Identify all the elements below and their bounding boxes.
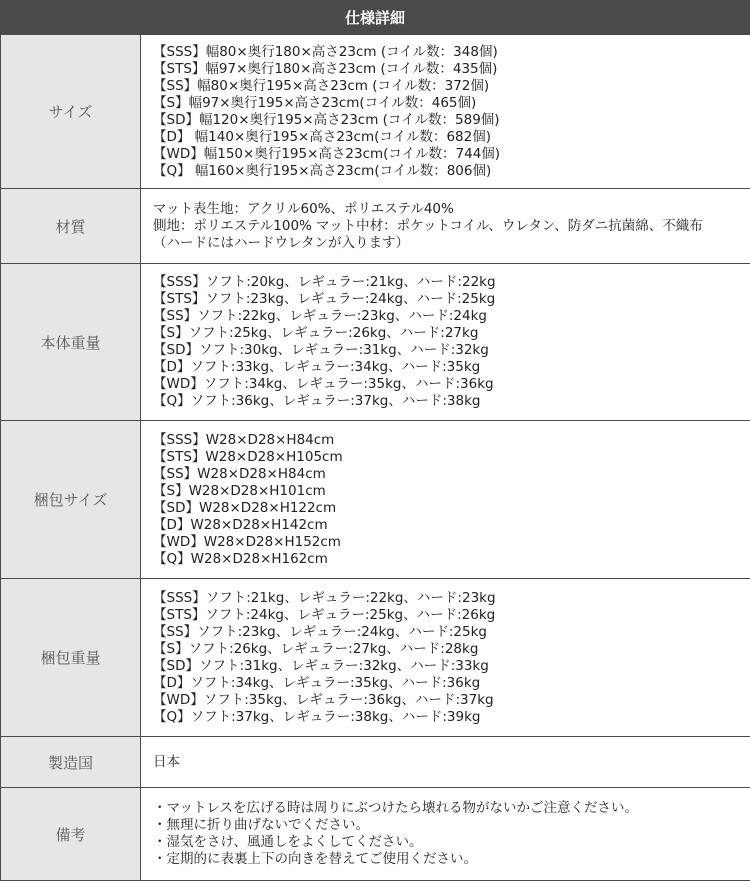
value-line: 【Q】 幅160×奥行195×高さ23cm(コイル数：806個) — [153, 162, 492, 179]
spec-row-notes — [1, 788, 750, 881]
value-line: 【SD】ソフト:30kg、レギュラー:31kg、ハード:32kg — [153, 342, 489, 358]
value-line: 【S】ソフト:25kg、レギュラー:26kg、ハード:27kg — [153, 325, 479, 341]
value-line: 【SS】ソフト:22kg、レギュラー:23kg、ハード:24kg — [153, 308, 487, 324]
value-line: 【D】ソフト:33kg、レギュラー:34kg、ハード:35kg — [153, 359, 481, 375]
spec-table — [0, 34, 750, 881]
value-line: 【D】W28×D28×H142cm — [153, 516, 328, 533]
row-value — [141, 421, 750, 579]
value-line: 【STS】W28×D28×H105cm — [153, 448, 343, 465]
value-line: 【WD】W28×D28×H152cm — [153, 533, 341, 550]
row-label: 材質 — [1, 189, 141, 264]
value-line: ・マットレスを広げる時は周りにぶつけたら壊れる物がないかご注意ください。 — [153, 800, 639, 816]
value-line: 【STS】幅97×奥行180×高さ23cm (コイル数：435個) — [153, 60, 498, 77]
value-line: 【SS】幅80×奥行195×高さ23cm (コイル数：372個) — [153, 77, 490, 94]
value-line: 【SSS】W28×D28×H84cm — [153, 431, 335, 448]
value-line: ・湿気をさけ、風通しをよくしてください。 — [153, 834, 423, 850]
value-line: 【STS】ソフト:24kg、レギュラー:25kg、ハード:26kg — [153, 606, 496, 623]
row-value — [141, 189, 750, 264]
row-label: サイズ — [1, 35, 141, 189]
value-line: ・無理に折り曲げないでください。 — [153, 817, 369, 833]
spec-row-country — [1, 737, 750, 788]
row-label: 製造国 — [1, 737, 141, 788]
value-line: （ハードにはハードウレタンが入ります） — [153, 234, 409, 251]
value-line: 【S】ソフト:26kg、レギュラー:27kg、ハード:28kg — [153, 640, 479, 657]
value-line: 【SSS】幅80×奥行180×高さ23cm (コイル数：348個) — [153, 43, 498, 60]
row-label: 備考 — [1, 788, 141, 881]
value-line: 【SSS】ソフト:20kg、レギュラー:21kg、ハード:22kg — [153, 274, 496, 290]
spec-row-material — [1, 189, 750, 264]
row-value — [141, 35, 750, 189]
value-line: 【SD】幅120×奥行195×高さ23cm (コイル数：589個) — [153, 111, 500, 128]
value-line: 【SD】W28×D28×H122cm — [153, 499, 337, 516]
spec-row-package-weight — [1, 579, 750, 737]
value-line: ・定期的に表裏上下の向きを替えてご使用ください。 — [153, 851, 477, 867]
value-line: マット表生地：アクリル60%、ポリエステル40% — [153, 200, 454, 217]
row-label: 梱包重量 — [1, 579, 141, 737]
value-line: 【SD】ソフト:31kg、レギュラー:32kg、ハード:33kg — [153, 657, 489, 674]
value-line: 【Q】W28×D28×H162cm — [153, 550, 328, 567]
value-line: 【Q】ソフト:36kg、レギュラー:37kg、ハード:38kg — [153, 393, 481, 409]
row-value — [141, 737, 750, 788]
row-value — [141, 788, 750, 881]
value-line: 【S】幅97×奥行195×高さ23cm(コイル数：465個) — [153, 94, 477, 111]
row-label: 梱包サイズ — [1, 421, 141, 579]
spec-title: 仕様詳細 — [0, 0, 750, 34]
value-line: 【SS】ソフト:23kg、レギュラー:24kg、ハード:25kg — [153, 623, 487, 640]
row-label: 本体重量 — [1, 264, 141, 421]
value-line: 【WD】ソフト:35kg、レギュラー:36kg、ハード:37kg — [153, 691, 494, 708]
value-line: 【D】 幅140×奥行195×高さ23cm(コイル数：682個) — [153, 128, 491, 145]
value-line: 【D】ソフト:34kg、レギュラー:35kg、ハード:36kg — [153, 674, 481, 691]
value-line: 日本 — [153, 753, 180, 770]
spec-row-size — [1, 35, 750, 189]
row-value — [141, 579, 750, 737]
spec-row-body-weight — [1, 264, 750, 421]
spec-row-package-size — [1, 421, 750, 579]
value-line: 側地：ポリエステル100% マット中材：ポケットコイル、ウレタン、防ダニ抗菌綿、不織布 — [153, 217, 703, 234]
value-line: 【S】W28×D28×H101cm — [153, 482, 326, 499]
value-line: 【SSS】ソフト:21kg、レギュラー:22kg、ハード:23kg — [153, 589, 496, 606]
value-line: 【STS】ソフト:23kg、レギュラー:24kg、ハード:25kg — [153, 291, 496, 307]
value-line: 【SS】W28×D28×H84cm — [153, 465, 326, 482]
value-line: 【WD】ソフト:34kg、レギュラー:35kg、ハード:36kg — [153, 376, 494, 392]
row-value — [141, 264, 750, 421]
value-line: 【Q】ソフト:37kg、レギュラー:38kg、ハード:39kg — [153, 708, 481, 725]
value-line: 【WD】幅150×奥行195×高さ23cm(コイル数：744個) — [153, 145, 501, 162]
